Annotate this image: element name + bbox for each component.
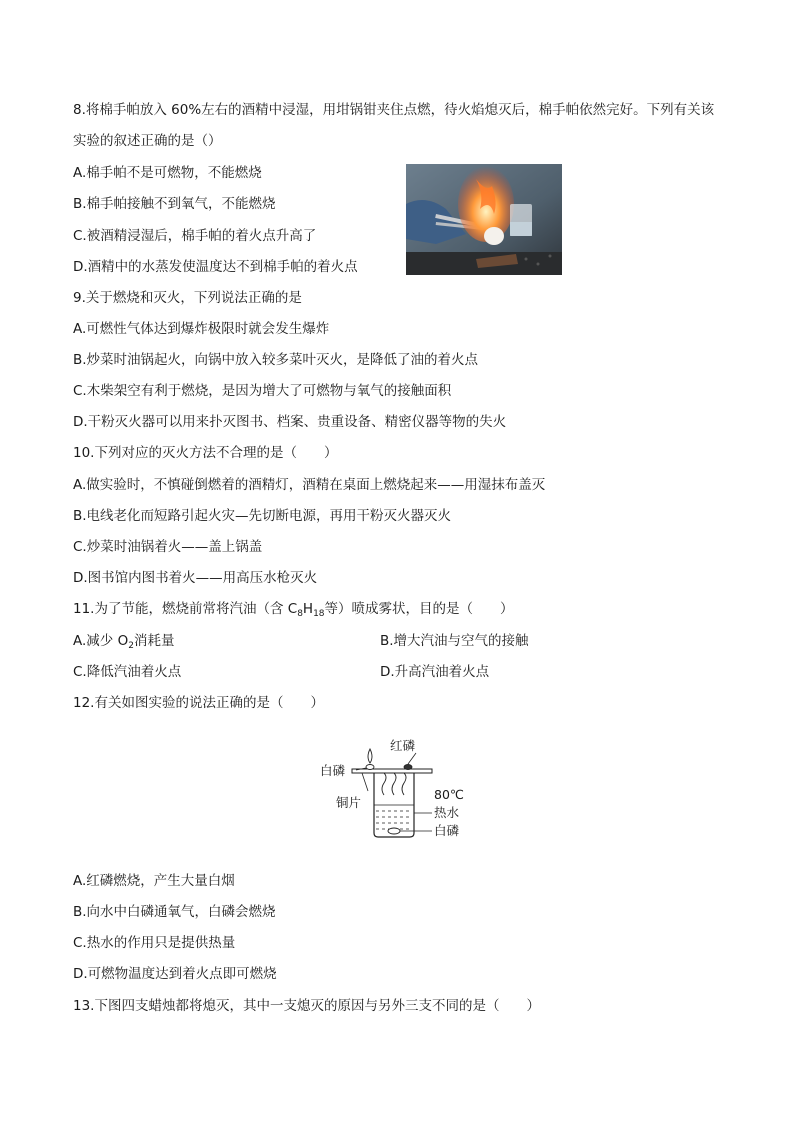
q9-option-c: C.木柴架空有利于燃烧，是因为增大了可燃物与氧气的接触面积 bbox=[73, 383, 452, 399]
q10-option-b: B.电线老化而短路引起火灾—先切断电源，再用干粉灭火器灭火 bbox=[73, 508, 452, 524]
label-copper-plate: 铜片 bbox=[336, 795, 362, 810]
white-phosphorus-on-plate bbox=[366, 765, 374, 770]
q8-stem-line1: 8.将棉手帕放入 60%左右的酒精中浸湿，用坩锅钳夹住点燃，待火焰熄灭后，棉手帕依然完好。下列有关该 bbox=[73, 102, 715, 118]
label-red-phosphorus: 红磷 bbox=[390, 738, 416, 753]
label-white-phosphorus-bottom: 白磷 bbox=[434, 823, 460, 838]
q8-stem-line2: 实验的叙述正确的是（） bbox=[73, 133, 222, 149]
q12-option-c: C.热水的作用只是提供热量 bbox=[73, 935, 236, 951]
q13-stem: 13.下图四支蜡烛都将熄灭，其中一支熄灭的原因与另外三支不同的是（ ） bbox=[73, 998, 540, 1014]
q12-option-b: B.向水中白磷通氧气，白磷会燃烧 bbox=[73, 904, 276, 920]
q9-option-a: A.可燃性气体达到爆炸极限时就会发生爆炸 bbox=[73, 321, 330, 337]
q10-stem: 10.下列对应的灭火方法不合理的是（ ） bbox=[73, 445, 338, 461]
q11-option-c: C.降低汽油着火点 bbox=[73, 664, 182, 680]
white-phosphorus-underwater bbox=[388, 828, 400, 834]
copper-plate bbox=[352, 769, 432, 773]
phosphorus-combustion-diagram bbox=[316, 733, 476, 843]
q11-option-b: B.增大汽油与空气的接触 bbox=[380, 633, 529, 649]
label-temperature: 80℃ bbox=[434, 787, 464, 802]
q8-option-c: C.被酒精浸湿后，棉手帕的着火点升高了 bbox=[73, 228, 317, 244]
q11-option-d: D.升高汽油着火点 bbox=[380, 664, 490, 680]
flame-icon bbox=[368, 749, 372, 763]
q8-option-d: D.酒精中的水蒸发使温度达不到棉手帕的着火点 bbox=[73, 259, 358, 275]
q10-option-d: D.图书馆内图书着火——用高压水枪灭火 bbox=[73, 570, 318, 586]
q10-option-a: A.做实验时，不慎碰倒燃着的酒精灯，酒精在桌面上燃烧起来——用湿抹布盖灭 bbox=[73, 477, 546, 493]
q9-option-b: B.炒菜时油锅起火，向锅中放入较多菜叶灭火，是降低了油的着火点 bbox=[73, 352, 479, 368]
q11-stem: 11.为了节能，燃烧前常将汽油（含 $C_8H_{18}$等）喷成雾状，目的是（ ） bbox=[73, 601, 514, 619]
q9-option-d: D.干粉灭火器可以用来扑灭图书、档案、贵重设备、精密仪器等物的失火 bbox=[73, 414, 507, 430]
q12-option-d: D.可燃物温度达到着火点即可燃烧 bbox=[73, 966, 277, 982]
q10-option-c: C.炒菜时油锅着火——盖上锅盖 bbox=[73, 539, 263, 555]
q12-stem: 12.有关如图实验的说法正确的是（ ） bbox=[73, 695, 324, 711]
red-phosphorus bbox=[404, 765, 412, 770]
label-white-phosphorus-top: 白磷 bbox=[320, 763, 346, 778]
label-hot-water: 热水 bbox=[434, 805, 460, 820]
q8-option-a: A.棉手帕不是可燃物，不能燃烧 bbox=[73, 165, 262, 181]
q11-option-a: A.减少 $O_2$消耗量 bbox=[73, 633, 175, 651]
q8-option-b: B.棉手帕接触不到氧气，不能燃烧 bbox=[73, 196, 276, 212]
q12-option-a: A.红磷燃烧，产生大量白烟 bbox=[73, 873, 235, 889]
burning-handkerchief-photo bbox=[406, 164, 562, 275]
q9-stem: 9.关于燃烧和灭火，下列说法正确的是 bbox=[73, 290, 302, 306]
